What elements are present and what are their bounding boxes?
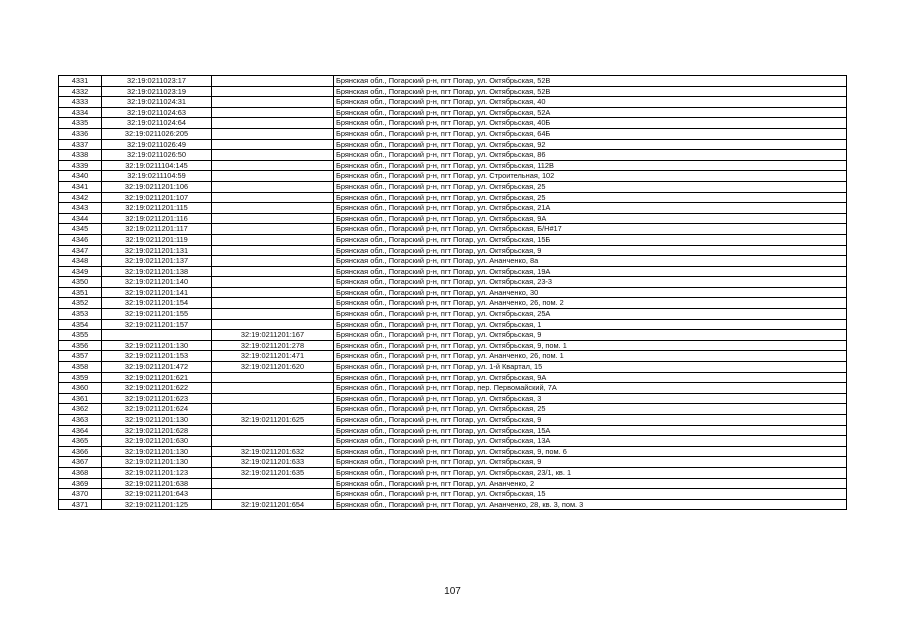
related-cadastral-number-cell: [212, 383, 334, 394]
row-number-cell: 4356: [59, 340, 102, 351]
row-number-cell: 4360: [59, 383, 102, 394]
table-row: [59, 86, 847, 97]
row-number-cell: 4359: [59, 372, 102, 383]
address-cell: Брянская обл., Погарский р-н, пгт Погар, ул. Октябрьская, 9, пом. 6: [334, 446, 847, 457]
address-cell: Брянская обл., Погарский р-н, пгт Погар, ул. Октябрьская, 21А: [334, 203, 847, 214]
related-cadastral-number-cell: [212, 256, 334, 267]
table-row: [59, 436, 847, 447]
address-cell: Брянская обл., Погарский р-н, пгт Погар, ул. Октябрьская, 64Б: [334, 128, 847, 139]
address-cell: Брянская обл., Погарский р-н, пгт Погар, ул. Октябрьская, 40Б: [334, 118, 847, 129]
related-cadastral-number-cell: [212, 425, 334, 436]
table-row: [59, 150, 847, 161]
related-cadastral-number-cell: [212, 245, 334, 256]
row-number-cell: 4365: [59, 436, 102, 447]
cadastral-number-cell: 32:19:0211201:621: [102, 372, 212, 383]
cadastral-number-cell: 32:19:0211104:59: [102, 171, 212, 182]
row-number-cell: 4338: [59, 150, 102, 161]
table-row: [59, 489, 847, 500]
address-cell: Брянская обл., Погарский р-н, пгт Погар, ул. Ананченко, 8а: [334, 256, 847, 267]
row-number-cell: 4348: [59, 256, 102, 267]
table-row: [59, 372, 847, 383]
address-cell: Брянская обл., Погарский р-н, пгт Погар, ул. Октябрьская, 15: [334, 489, 847, 500]
related-cadastral-number-cell: [212, 489, 334, 500]
related-cadastral-number-cell: [212, 436, 334, 447]
related-cadastral-number-cell: [212, 150, 334, 161]
cadastral-number-cell: 32:19:0211201:107: [102, 192, 212, 203]
related-cadastral-number-cell: [212, 319, 334, 330]
address-cell: Брянская обл., Погарский р-н, пгт Погар, ул. Октябрьская, 9: [334, 330, 847, 341]
table-row: [59, 128, 847, 139]
cadastral-number-cell: 32:19:0211201:138: [102, 266, 212, 277]
address-cell: Брянская обл., Погарский р-н, пгт Погар, ул. Октябрьская, 3: [334, 393, 847, 404]
row-number-cell: 4367: [59, 457, 102, 468]
address-cell: Брянская обл., Погарский р-н, пгт Погар, ул. Октябрьская, 15Б: [334, 234, 847, 245]
row-number-cell: 4364: [59, 425, 102, 436]
address-cell: Брянская обл., Погарский р-н, пгт Погар, ул. Октябрьская, 9А: [334, 372, 847, 383]
row-number-cell: 4336: [59, 128, 102, 139]
table-row: [59, 351, 847, 362]
row-number-cell: 4349: [59, 266, 102, 277]
row-number-cell: 4341: [59, 181, 102, 192]
table-row: [59, 478, 847, 489]
address-cell: Брянская обл., Погарский р-н, пгт Погар, ул. Октябрьская, 92: [334, 139, 847, 150]
row-number-cell: 4362: [59, 404, 102, 415]
related-cadastral-number-cell: [212, 76, 334, 87]
address-cell: Брянская обл., Погарский р-н, пгт Погар, ул. Ананченко, 2: [334, 478, 847, 489]
page-number: 107: [444, 586, 461, 597]
table-row: [59, 107, 847, 118]
related-cadastral-number-cell: 32:19:0211201:167: [212, 330, 334, 341]
row-number-cell: 4370: [59, 489, 102, 500]
related-cadastral-number-cell: [212, 139, 334, 150]
table-row: [59, 383, 847, 394]
cadastral-number-cell: 32:19:0211024:31: [102, 97, 212, 108]
table-row: [59, 118, 847, 129]
cadastral-number-cell: 32:19:0211024:63: [102, 107, 212, 118]
address-cell: Брянская обл., Погарский р-н, пгт Погар, ул. Октябрьская, 52А: [334, 107, 847, 118]
table-row: [59, 266, 847, 277]
cadastral-number-cell: 32:19:0211201:130: [102, 446, 212, 457]
related-cadastral-number-cell: [212, 393, 334, 404]
address-cell: Брянская обл., Погарский р-н, пгт Погар, ул. Октябрьская, 9: [334, 245, 847, 256]
address-cell: Брянская обл., Погарский р-н, пгт Погар, ул. Октябрьская, 86: [334, 150, 847, 161]
related-cadastral-number-cell: [212, 287, 334, 298]
address-cell: Брянская обл., Погарский р-н, пгт Погар, пер. Первомайский, 7А: [334, 383, 847, 394]
row-number-cell: 4345: [59, 224, 102, 235]
address-cell: Брянская обл., Погарский р-н, пгт Погар, ул. Октябрьская, 9, пом. 1: [334, 340, 847, 351]
address-cell: Брянская обл., Погарский р-н, пгт Погар, ул. Октябрьская, 9: [334, 457, 847, 468]
address-cell: Брянская обл., Погарский р-н, пгт Погар, ул. Ананченко, 30: [334, 287, 847, 298]
address-cell: Брянская обл., Погарский р-н, пгт Погар, ул. Октябрьская, Б/Н#17: [334, 224, 847, 235]
cadastral-number-cell: 32:19:0211201:141: [102, 287, 212, 298]
row-number-cell: 4332: [59, 86, 102, 97]
table-row: [59, 234, 847, 245]
table-row: [59, 393, 847, 404]
row-number-cell: 4346: [59, 234, 102, 245]
related-cadastral-number-cell: [212, 266, 334, 277]
row-number-cell: 4351: [59, 287, 102, 298]
address-cell: Брянская обл., Погарский р-н, пгт Погар, ул. Октябрьская, 25: [334, 404, 847, 415]
related-cadastral-number-cell: [212, 107, 334, 118]
table-row: [59, 76, 847, 87]
related-cadastral-number-cell: [212, 86, 334, 97]
cadastral-number-cell: 32:19:0211201:157: [102, 319, 212, 330]
table-row: [59, 277, 847, 288]
cadastral-number-cell: [102, 330, 212, 341]
row-number-cell: 4371: [59, 499, 102, 510]
row-number-cell: 4340: [59, 171, 102, 182]
row-number-cell: 4361: [59, 393, 102, 404]
cadastral-number-cell: 32:19:0211201:643: [102, 489, 212, 500]
table-row: [59, 340, 847, 351]
related-cadastral-number-cell: [212, 97, 334, 108]
cadastral-number-cell: 32:19:0211201:622: [102, 383, 212, 394]
cadastral-number-cell: 32:19:0211201:106: [102, 181, 212, 192]
cadastral-number-cell: 32:19:0211201:115: [102, 203, 212, 214]
table-row: [59, 309, 847, 320]
row-number-cell: 4334: [59, 107, 102, 118]
related-cadastral-number-cell: 32:19:0211201:633: [212, 457, 334, 468]
row-number-cell: 4353: [59, 309, 102, 320]
related-cadastral-number-cell: [212, 404, 334, 415]
cadastral-number-cell: 32:19:0211201:472: [102, 362, 212, 373]
table-body: [59, 76, 847, 510]
cadastral-number-cell: 32:19:0211201:630: [102, 436, 212, 447]
table-row: [59, 192, 847, 203]
related-cadastral-number-cell: 32:19:0211201:278: [212, 340, 334, 351]
cadastral-number-cell: 32:19:0211026:205: [102, 128, 212, 139]
related-cadastral-number-cell: [212, 372, 334, 383]
table-row: [59, 139, 847, 150]
related-cadastral-number-cell: 32:19:0211201:632: [212, 446, 334, 457]
related-cadastral-number-cell: [212, 128, 334, 139]
address-cell: Брянская обл., Погарский р-н, пгт Погар, ул. Октябрьская, 9А: [334, 213, 847, 224]
cadastral-number-cell: 32:19:0211201:117: [102, 224, 212, 235]
table-row: [59, 160, 847, 171]
cadastral-number-cell: 32:19:0211201:140: [102, 277, 212, 288]
address-cell: Брянская обл., Погарский р-н, пгт Погар, ул. Строительная, 102: [334, 171, 847, 182]
address-cell: Брянская обл., Погарский р-н, пгт Погар, ул. Октябрьская, 13А: [334, 436, 847, 447]
table-row: [59, 457, 847, 468]
table-row: [59, 415, 847, 426]
cadastral-number-cell: 32:19:0211201:153: [102, 351, 212, 362]
row-number-cell: 4342: [59, 192, 102, 203]
address-cell: Брянская обл., Погарский р-н, пгт Погар, ул. Ананченко, 26, пом. 2: [334, 298, 847, 309]
table-row: [59, 330, 847, 341]
row-number-cell: 4358: [59, 362, 102, 373]
related-cadastral-number-cell: [212, 203, 334, 214]
cadastral-number-cell: 32:19:0211024:64: [102, 118, 212, 129]
related-cadastral-number-cell: [212, 160, 334, 171]
table-row: [59, 467, 847, 478]
address-cell: Брянская обл., Погарский р-н, пгт Погар, ул. Октябрьская, 25: [334, 192, 847, 203]
cadastral-number-cell: 32:19:0211201:638: [102, 478, 212, 489]
table-row: [59, 181, 847, 192]
row-number-cell: 4331: [59, 76, 102, 87]
table-row: [59, 425, 847, 436]
cadastral-number-cell: 32:19:0211201:154: [102, 298, 212, 309]
related-cadastral-number-cell: 32:19:0211201:471: [212, 351, 334, 362]
address-cell: Брянская обл., Погарский р-н, пгт Погар, ул. Октябрьская, 25А: [334, 309, 847, 320]
cadastral-number-cell: 32:19:0211201:123: [102, 467, 212, 478]
cadastral-number-cell: 32:19:0211201:623: [102, 393, 212, 404]
address-cell: Брянская обл., Погарский р-н, пгт Погар, ул. Ананченко, 26, пом. 1: [334, 351, 847, 362]
related-cadastral-number-cell: [212, 309, 334, 320]
cadastral-number-cell: 32:19:0211201:130: [102, 457, 212, 468]
address-cell: Брянская обл., Погарский р-н, пгт Погар, ул. Октябрьская, 1: [334, 319, 847, 330]
table-row: [59, 362, 847, 373]
row-number-cell: 4354: [59, 319, 102, 330]
address-cell: Брянская обл., Погарский р-н, пгт Погар, ул. Октябрьская, 23/1, кв. 1: [334, 467, 847, 478]
related-cadastral-number-cell: [212, 171, 334, 182]
related-cadastral-number-cell: [212, 118, 334, 129]
table-row: [59, 224, 847, 235]
cadastral-number-cell: 32:19:0211201:137: [102, 256, 212, 267]
address-cell: Брянская обл., Погарский р-н, пгт Погар, ул. Октябрьская, 19А: [334, 266, 847, 277]
cadastral-number-cell: 32:19:0211201:131: [102, 245, 212, 256]
address-cell: Брянская обл., Погарский р-н, пгт Погар, ул. Октябрьская, 15А: [334, 425, 847, 436]
table-row: [59, 319, 847, 330]
address-cell: Брянская обл., Погарский р-н, пгт Погар, ул. Ананченко, 28, кв. 3, пом. 3: [334, 499, 847, 510]
related-cadastral-number-cell: 32:19:0211201:620: [212, 362, 334, 373]
cadastral-number-cell: 32:19:0211201:130: [102, 340, 212, 351]
cadastral-number-cell: 32:19:0211201:155: [102, 309, 212, 320]
address-cell: Брянская обл., Погарский р-н, пгт Погар, ул. Октябрьская, 25: [334, 181, 847, 192]
row-number-cell: 4337: [59, 139, 102, 150]
address-cell: Брянская обл., Погарский р-н, пгт Погар, ул. Октябрьская, 52В: [334, 86, 847, 97]
row-number-cell: 4335: [59, 118, 102, 129]
related-cadastral-number-cell: 32:19:0211201:625: [212, 415, 334, 426]
address-cell: Брянская обл., Погарский р-н, пгт Погар, ул. 1-й Квартал, 15: [334, 362, 847, 373]
row-number-cell: 4333: [59, 97, 102, 108]
row-number-cell: 4355: [59, 330, 102, 341]
related-cadastral-number-cell: [212, 224, 334, 235]
table-row: [59, 404, 847, 415]
related-cadastral-number-cell: [212, 298, 334, 309]
cadastral-number-cell: 32:19:0211201:116: [102, 213, 212, 224]
table-row: [59, 287, 847, 298]
related-cadastral-number-cell: [212, 213, 334, 224]
related-cadastral-number-cell: 32:19:0211201:635: [212, 467, 334, 478]
cadastral-number-cell: 32:19:0211201:125: [102, 499, 212, 510]
related-cadastral-number-cell: [212, 181, 334, 192]
cadastral-number-cell: 32:19:0211104:145: [102, 160, 212, 171]
row-number-cell: 4363: [59, 415, 102, 426]
cadastral-number-cell: 32:19:0211201:628: [102, 425, 212, 436]
address-cell: Брянская обл., Погарский р-н, пгт Погар, ул. Октябрьская, 23-3: [334, 277, 847, 288]
related-cadastral-number-cell: [212, 234, 334, 245]
table-row: [59, 298, 847, 309]
row-number-cell: 4357: [59, 351, 102, 362]
cadastral-number-cell: 32:19:0211201:624: [102, 404, 212, 415]
related-cadastral-number-cell: 32:19:0211201:654: [212, 499, 334, 510]
cadastral-table: [58, 75, 847, 510]
cadastral-number-cell: 32:19:0211201:119: [102, 234, 212, 245]
row-number-cell: 4339: [59, 160, 102, 171]
table-row: [59, 446, 847, 457]
row-number-cell: 4344: [59, 213, 102, 224]
row-number-cell: 4343: [59, 203, 102, 214]
row-number-cell: 4347: [59, 245, 102, 256]
related-cadastral-number-cell: [212, 478, 334, 489]
row-number-cell: 4350: [59, 277, 102, 288]
cadastral-number-cell: 32:19:0211201:130: [102, 415, 212, 426]
address-cell: Брянская обл., Погарский р-н, пгт Погар, ул. Октябрьская, 52В: [334, 76, 847, 87]
address-cell: Брянская обл., Погарский р-н, пгт Погар, ул. Октябрьская, 9: [334, 415, 847, 426]
table-row: [59, 213, 847, 224]
table-row: [59, 245, 847, 256]
related-cadastral-number-cell: [212, 277, 334, 288]
cadastral-number-cell: 32:19:0211026:49: [102, 139, 212, 150]
table-row: [59, 256, 847, 267]
table-row: [59, 171, 847, 182]
row-number-cell: 4368: [59, 467, 102, 478]
address-cell: Брянская обл., Погарский р-н, пгт Погар, ул. Октябрьская, 40: [334, 97, 847, 108]
row-number-cell: 4366: [59, 446, 102, 457]
cadastral-number-cell: 32:19:0211026:50: [102, 150, 212, 161]
table-row: [59, 97, 847, 108]
table-row: [59, 499, 847, 510]
cadastral-number-cell: 32:19:0211023:19: [102, 86, 212, 97]
row-number-cell: 4369: [59, 478, 102, 489]
cadastral-number-cell: 32:19:0211023:17: [102, 76, 212, 87]
address-cell: Брянская обл., Погарский р-н, пгт Погар, ул. Октябрьская, 112В: [334, 160, 847, 171]
table-row: [59, 203, 847, 214]
related-cadastral-number-cell: [212, 192, 334, 203]
row-number-cell: 4352: [59, 298, 102, 309]
